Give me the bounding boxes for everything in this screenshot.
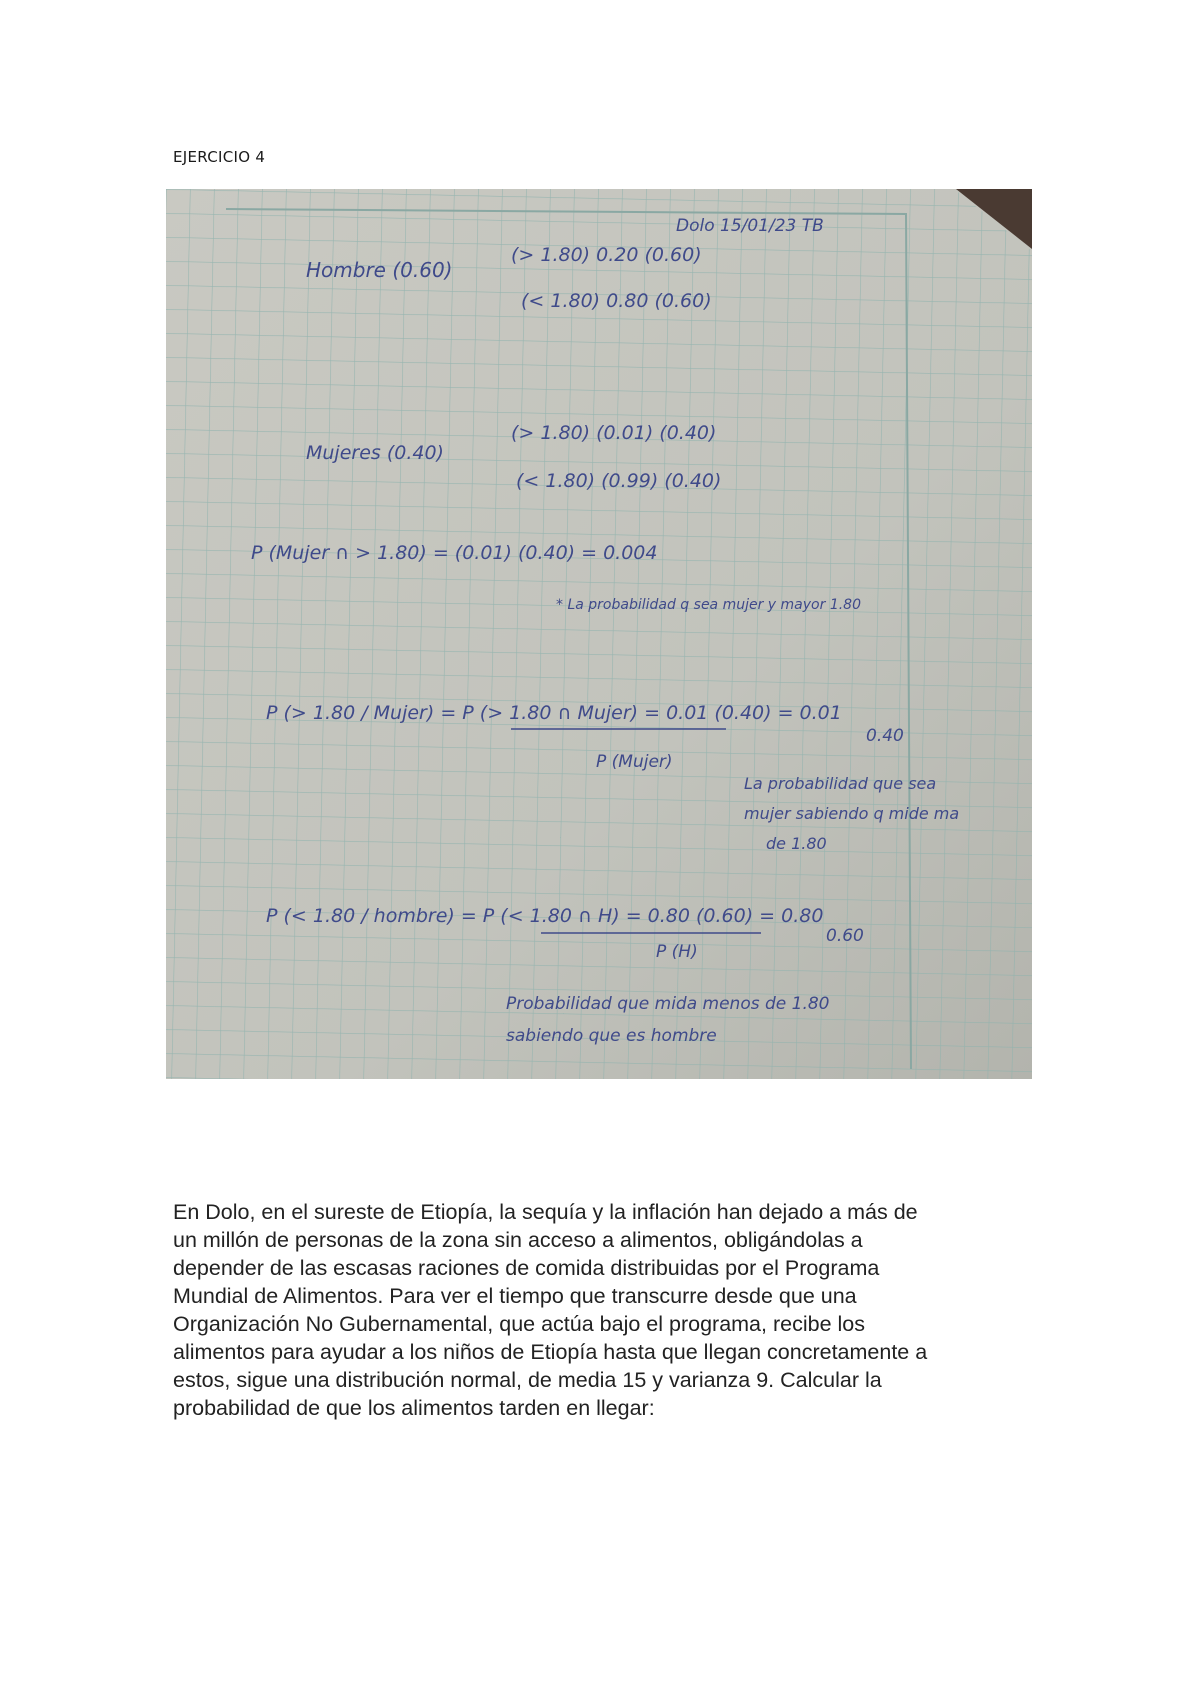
hw-eq1: P (Mujer ∩ > 1.80) = (0.01) (0.40) = 0.004	[251, 542, 658, 564]
hw-mujer-label: Mujeres (0.40)	[306, 442, 444, 464]
hw-eq2-den: P (Mujer)	[596, 752, 673, 772]
paragraph-line: Organización No Gubernamental, que actúa bajo el programa, recibe los	[173, 1312, 865, 1336]
hw-note1: * La probabilidad q sea mujer y mayor 1.80	[556, 597, 861, 613]
paragraph-line: alimentos para ayudar a los niños de Etiopía hasta que llegan concretamente a	[173, 1340, 928, 1364]
exercise-heading: EJERCICIO 4	[173, 148, 266, 166]
paragraph-line: En Dolo, en el sureste de Etiopía, la sequía y la inflación han dejado a más de	[173, 1200, 918, 1224]
hw-eq2-frac-den: 0.40	[866, 726, 904, 746]
paragraph-line: depender de las escasas raciones de comida distribuidas por el Programa	[173, 1256, 880, 1280]
hw-hombre-lt: (< 1.80) 0.80 (0.60)	[521, 290, 712, 312]
notebook-photo	[166, 189, 1032, 1079]
paragraph-line: un millón de personas de la zona sin acceso a alimentos, obligándolas a	[173, 1228, 863, 1252]
exercise-paragraph	[173, 1198, 1043, 1422]
hw-eq3: P (< 1.80 / hombre) = P (< 1.80 ∩ H) = 0.80 (0.60) = 0.80	[266, 905, 824, 927]
hw-note2-l1: La probabilidad que sea	[744, 774, 937, 793]
paragraph-line: estos, sigue una distribución normal, de media 15 y varianza 9. Calcular la	[173, 1368, 882, 1392]
paragraph-line: Mundial de Alimentos. Para ver el tiempo que transcurre desde que una	[173, 1284, 857, 1308]
hw-eq2: P (> 1.80 / Mujer) = P (> 1.80 ∩ Mujer) = 0.01 (0.40) = 0.01	[266, 702, 842, 724]
hw-eq3-den: P (H)	[656, 942, 698, 962]
hw-eq3-frac-den: 0.60	[826, 926, 864, 946]
paragraph-line: probabilidad de que los alimentos tarden en llegar:	[173, 1396, 655, 1420]
hw-mujer-gt: (> 1.80) (0.01) (0.40)	[511, 422, 717, 444]
hw-note3-l2: sabiendo que es hombre	[506, 1026, 717, 1046]
hw-mujer-lt: (< 1.80) (0.99) (0.40)	[516, 470, 722, 492]
hw-note2-l3: de 1.80	[766, 834, 827, 853]
hw-note2-l2: mujer sabiendo q mide ma	[744, 804, 960, 823]
hw-note3-l1: Probabilidad que mida menos de 1.80	[506, 994, 830, 1014]
hw-hombre-gt: (> 1.80) 0.20 (0.60)	[511, 244, 702, 266]
hw-date: Dolo 15/01/23 TB	[676, 216, 824, 236]
hw-hombre-label: Hombre (0.60)	[306, 258, 453, 282]
